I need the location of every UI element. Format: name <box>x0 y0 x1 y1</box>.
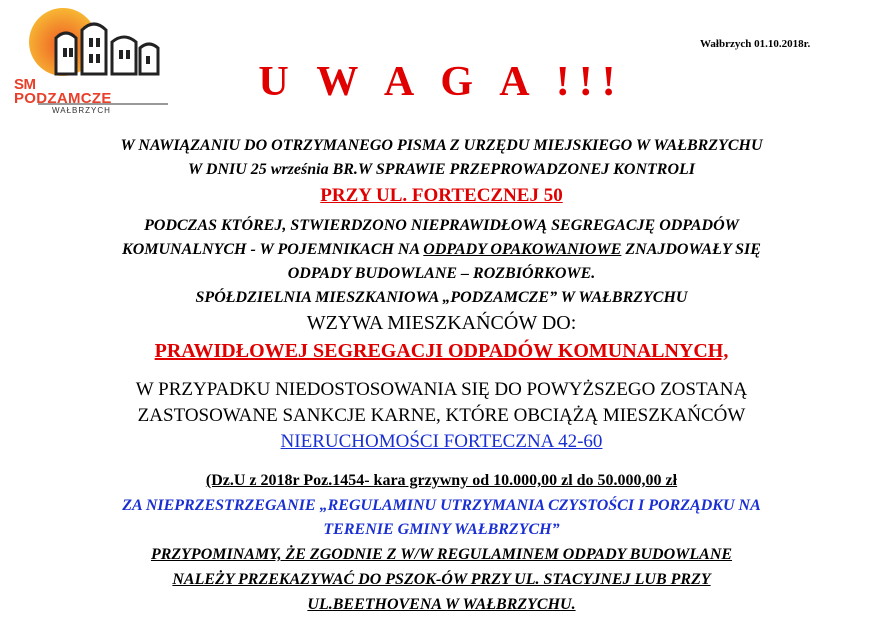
text-line-2: W DNIU 25 września BR.W SPRAWIE PRZEPROWADZONEJ KONTROLI <box>187 161 696 178</box>
text-line-6: ODPADY BUDOWLANE – ROZBIÓRKOWE. <box>287 265 596 282</box>
text-line-7: SPÓŁDZIELNIA MIESZKANIOWA „PODZAMCZE” W WAŁBRZYCHU <box>195 289 688 306</box>
property-line: NIERUCHOMOŚCI FORTECZNA 42-60 <box>280 431 603 452</box>
text-line-4: PODCZAS KTÓREJ, STWIERDZONO NIEPRAWIDŁOWĄ SEGREGACJĘ ODPADÓW <box>144 217 739 234</box>
legal-reference: (Dz.U z 2018r Poz.1454- kara grzywny od 10.000,00 zl do 50.000,00 zł <box>205 472 678 489</box>
regulation-line-1: ZA NIEPRZESTRZEGANIE „REGULAMINU UTRZYMANIA CZYSTOŚCI I PORZĄDKU NA <box>122 497 761 514</box>
segregation-call: PRAWIDŁOWEJ SEGREGACJI ODPADÓW KOMUNALNYCH, <box>154 340 729 362</box>
text-line-11: ZASTOSOWANE SANKCJE KARNE, KTÓRE OBCIĄŻĄ MIESZKAŃCÓW <box>137 405 746 426</box>
text-line-10: W PRZYPADKU NIEDOSTOSOWANIA SIĘ DO POWYŻSZEGO ZOSTANĄ <box>135 379 748 400</box>
logo-sm-text: SM <box>14 76 36 93</box>
logo-city-text: WAŁBRZYCH <box>52 106 111 115</box>
regulation-line-2: TERENIE GMINY WAŁBRZYCH” <box>323 521 560 538</box>
text-line-1: W NAWIĄZANIU DO OTRZYMANEGO PISMA Z URZĘDU MIEJSKIEGO W WAŁBRZYCHU <box>120 137 763 154</box>
text-line-8: WZYWA MIESZKAŃCÓW DO: <box>306 312 577 334</box>
text-line-5 <box>0 241 883 259</box>
packaging-waste-text: ODPADY OPAKOWANIOWE <box>423 241 622 258</box>
address-line: PRZY UL. FORTECZNEJ 50 <box>320 185 563 206</box>
document-date: Wałbrzych 01.10.2018r. <box>700 38 811 50</box>
page-title: U W A G A !!! <box>258 59 625 105</box>
reminder-line-1: PRZYPOMINAMY, ŻE ZGODNIE Z W/W REGULAMINEM ODPADY BUDOWLANE <box>150 546 733 563</box>
text-line-5-c: ZNAJDOWAŁY SIĘ <box>621 241 761 258</box>
reminder-line-3: UL.BEETHOVENA W WAŁBRZYCHU. <box>307 596 576 613</box>
reminder-line-2: NALEŻY PRZEKAZYWAĆ DO PSZOK-ÓW PRZY UL. STACYJNEJ LUB PRZY <box>172 571 711 588</box>
logo-name-text: PODZAMCZE <box>14 90 112 107</box>
text-line-5-a: KOMUNALNYCH - W POJEMNIKACH NA <box>122 241 424 258</box>
